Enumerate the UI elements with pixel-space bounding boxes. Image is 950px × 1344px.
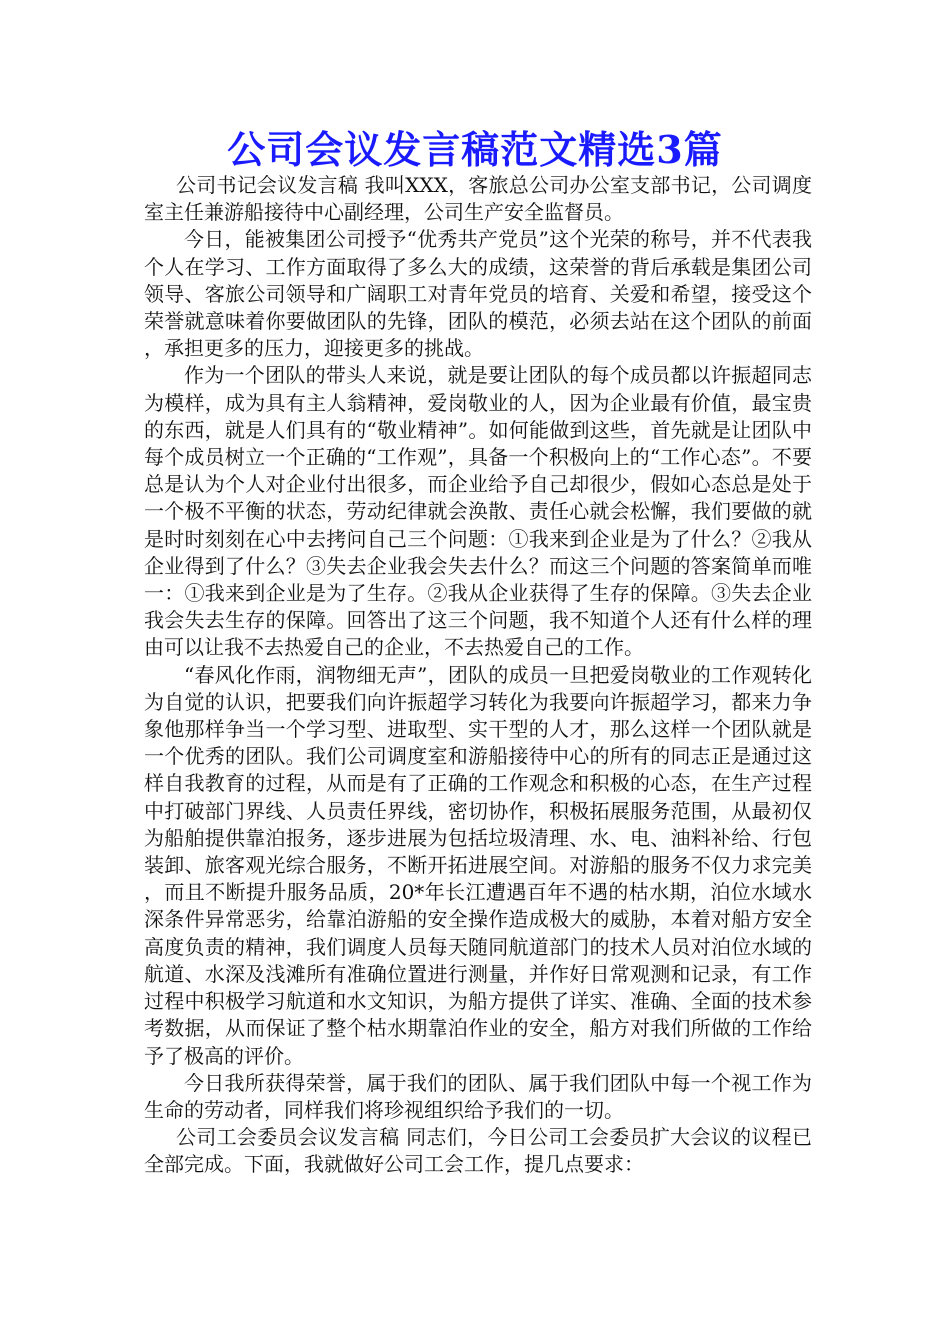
paragraph-6: 公司工会委员会议发言稿 同志们，今日公司工会委员扩大会议的议程已全部完成。下面，我就做好公司工会工作，提几点要求： [144,1125,812,1177]
document-body [144,172,812,1179]
paragraph-4: “春风化作雨，润物细无声”，团队的成员一旦把爱岗敬业的工作观转化为自觉的认识，把要我们向许振超学习转化为我要向许振超学习，都来力争象他那样争当一个学习型、进取型、实干型的人才，那么这样一个团队就是一个优秀的团队。我们公司调度室和游船接待中心的所有的同志正是通过这样自我教育的过程，从而是有了正确的工作观念和积极的心态，在生产过程中打破部门界线、人员责任界线，密切协作，积极拓展服务范围，从最初仅为船舶提供靠泊报务，逐步进展为包括垃圾清理、水、电、油料补给、行包装卸、旅客观光综合服务，不断开拓进展空间。对游船的服务不仅力求完美，而且不断提升服务品质，20*年长江遭遇百年不遇的枯水期，泊位水域水深条件异常恶劣，给靠泊游船的安全操作造成极大的威胁，本着对船方安全高度负责的精神，我们调度人员每天随同航道部门的技术人员对泊位水域的航道、水深及浅滩所有准确位置进行测量，并作好日常观测和记录，有工作过程中积极学习航道和水文知识，为船方提供了详实、准确、全面的技术参考数据，从而保证了整个枯水期靠泊作业的安全，船方对我们所做的工作给予了极高的评价。 [144,662,812,1068]
paragraph-5: 今日我所获得荣誉，属于我们的团队、属于我们团队中每一个视工作为生命的劳动者，同样我们将珍视组织给予我们的一切。 [144,1070,812,1122]
document-title: 公司会议发言稿范文精选3篇 [227,127,723,172]
paragraph-1: 公司书记会议发言稿 我叫XXX，客旅总公司办公室支部书记，公司调度室主任兼游船接待中心副经理，公司生产安全监督员。 [144,173,812,225]
paragraph-3: 作为一个团队的带头人来说，就是要让团队的每个成员都以许振超同志为模样，成为具有主人翁精神，爱岗敬业的人，因为企业最有价值，最宝贵的东西，就是人们具有的“敬业精神”。如何能做到这些，首先就是让团队中每个成员树立一个正确的“工作观”，具备一个积极向上的“工作心态”。不要总是认为个人对企业付出很多，而企业给予自己却很少，假如心态总是处于一个极不平衡的状态，劳动纪律就会涣散、责任心就会松懈，我们要做的就是时时刻刻在心中去拷问自己三个问题：①我来到企业是为了什么？②我从企业得到了什么？③失去企业我会失去什么？而这三个问题的答案简单而唯一：①我来到企业是为了生存。②我从企业获得了生存的保障。③失去企业我会失去生存的保障。回答出了这三个问题，我不知道个人还有什么样的理由可以让我不去热爱自己的企业，不去热爱自己的工作。 [144,363,812,660]
paragraph-2: 今日，能被集团公司授予“优秀共产党员”这个光荣的称号，并不代表我个人在学习、工作方面取得了多么大的成绩，这荣誉的背后承载是集团公司领导、客旅公司领导和广阔职工对青年党员的培育、关爱和希望，接受这个荣誉就意味着你要做团队的先锋，团队的模范，必须去站在这个团队的前面，承担更多的压力，迎接更多的挑战。 [144,227,812,361]
